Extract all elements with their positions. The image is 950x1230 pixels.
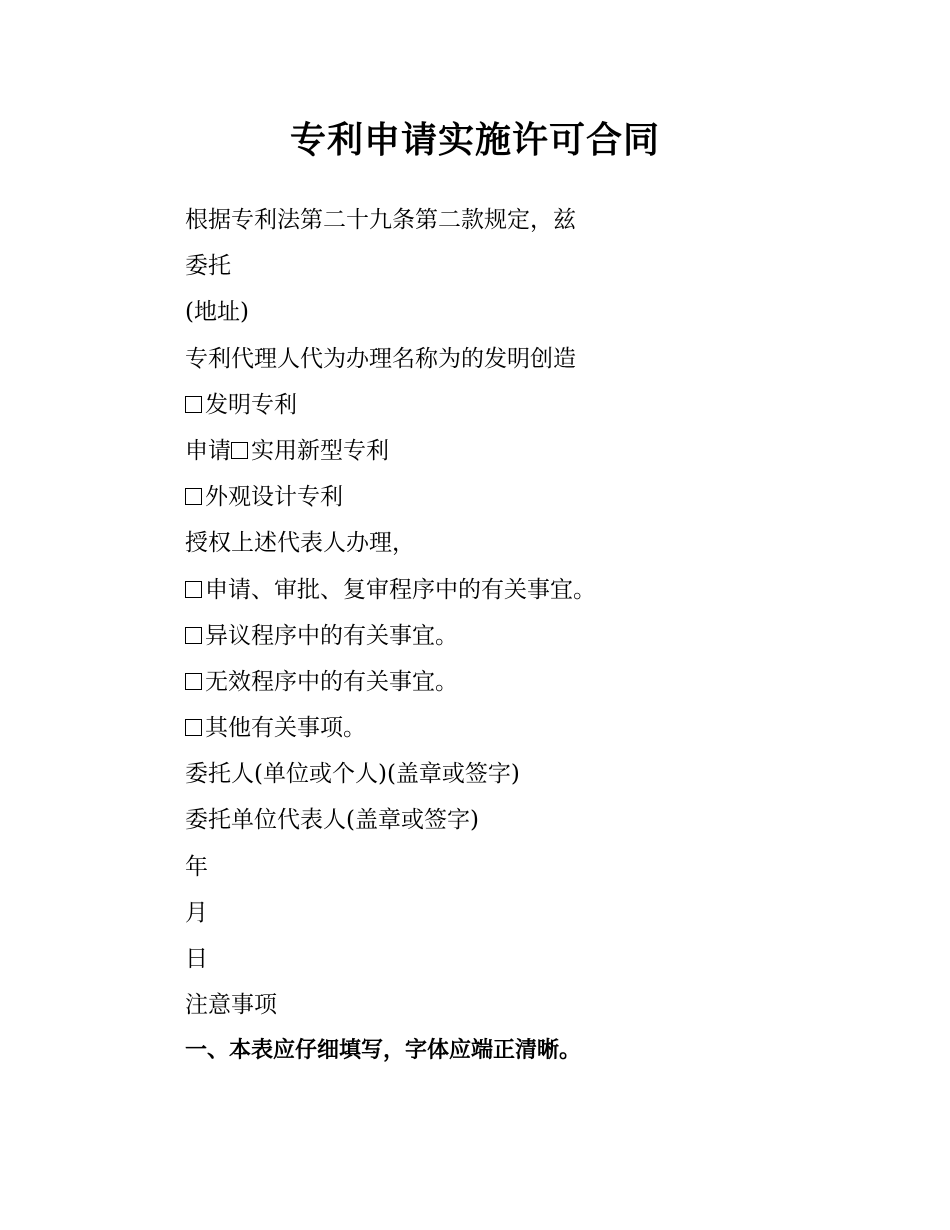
option-label: 发明专利 xyxy=(205,391,297,418)
text-line-year xyxy=(185,847,885,893)
line-text: 授权上述代表人办理， xyxy=(185,530,415,557)
option-other-matters xyxy=(185,708,885,754)
option-application-matters xyxy=(185,570,885,616)
line-text: 委托 xyxy=(185,253,231,280)
option-label: 无效程序中的有关事宜。 xyxy=(205,668,458,695)
line-prefix: 申请 xyxy=(185,437,231,464)
option-invalidation-matters xyxy=(185,662,885,708)
text-line-note-one xyxy=(185,1031,885,1077)
text-line-entrust xyxy=(185,246,885,292)
text-line-agent xyxy=(185,339,885,385)
line-text: 委托人(单位或个人)(盖章或签字) xyxy=(185,761,520,788)
option-label: 异议程序中的有关事宜。 xyxy=(205,622,458,649)
text-line-notes-heading xyxy=(185,985,885,1031)
line-text: 月 xyxy=(185,899,208,926)
line-text: 年 xyxy=(185,853,208,880)
option-utility-model-patent xyxy=(185,431,885,477)
text-line-authorize xyxy=(185,523,885,569)
line-text: 一、本表应仔细填写，字体应端正清晰。 xyxy=(185,1038,582,1064)
text-line-principal-signature xyxy=(185,754,885,800)
checkbox-invention-patent[interactable] xyxy=(185,396,202,413)
checkbox-application-matters[interactable] xyxy=(185,581,202,598)
checkbox-invalidation-matters[interactable] xyxy=(185,673,202,690)
line-text: (地址) xyxy=(185,299,249,326)
option-label: 其他有关事项。 xyxy=(205,715,366,742)
checkbox-design-patent[interactable] xyxy=(185,488,202,505)
option-label: 申请、审批、复审程序中的有关事宜。 xyxy=(205,576,596,603)
document-body xyxy=(185,200,885,1078)
text-line-address xyxy=(185,292,885,338)
document-title: 专利申请实施许可合同 xyxy=(289,120,660,161)
checkbox-utility-model-patent[interactable] xyxy=(231,442,248,459)
line-text: 专利代理人代为办理名称为的发明创造 xyxy=(185,345,576,372)
text-line-basis xyxy=(185,200,885,246)
line-text: 日 xyxy=(185,946,208,972)
checkbox-opposition-matters[interactable] xyxy=(185,627,202,644)
line-text: 注意事项 xyxy=(185,992,277,1019)
option-invention-patent xyxy=(185,385,885,431)
option-label: 外观设计专利 xyxy=(205,484,343,511)
line-text: 委托单位代表人(盖章或签字) xyxy=(185,807,479,834)
option-label: 实用新型专利 xyxy=(251,437,389,464)
checkbox-other-matters[interactable] xyxy=(185,719,202,736)
option-opposition-matters xyxy=(185,616,885,662)
line-text: 根据专利法第二十九条第二款规定，兹 xyxy=(185,207,576,233)
option-design-patent xyxy=(185,477,885,523)
text-line-day xyxy=(185,939,885,985)
text-line-month xyxy=(185,893,885,939)
text-line-representative-signature xyxy=(185,800,885,846)
